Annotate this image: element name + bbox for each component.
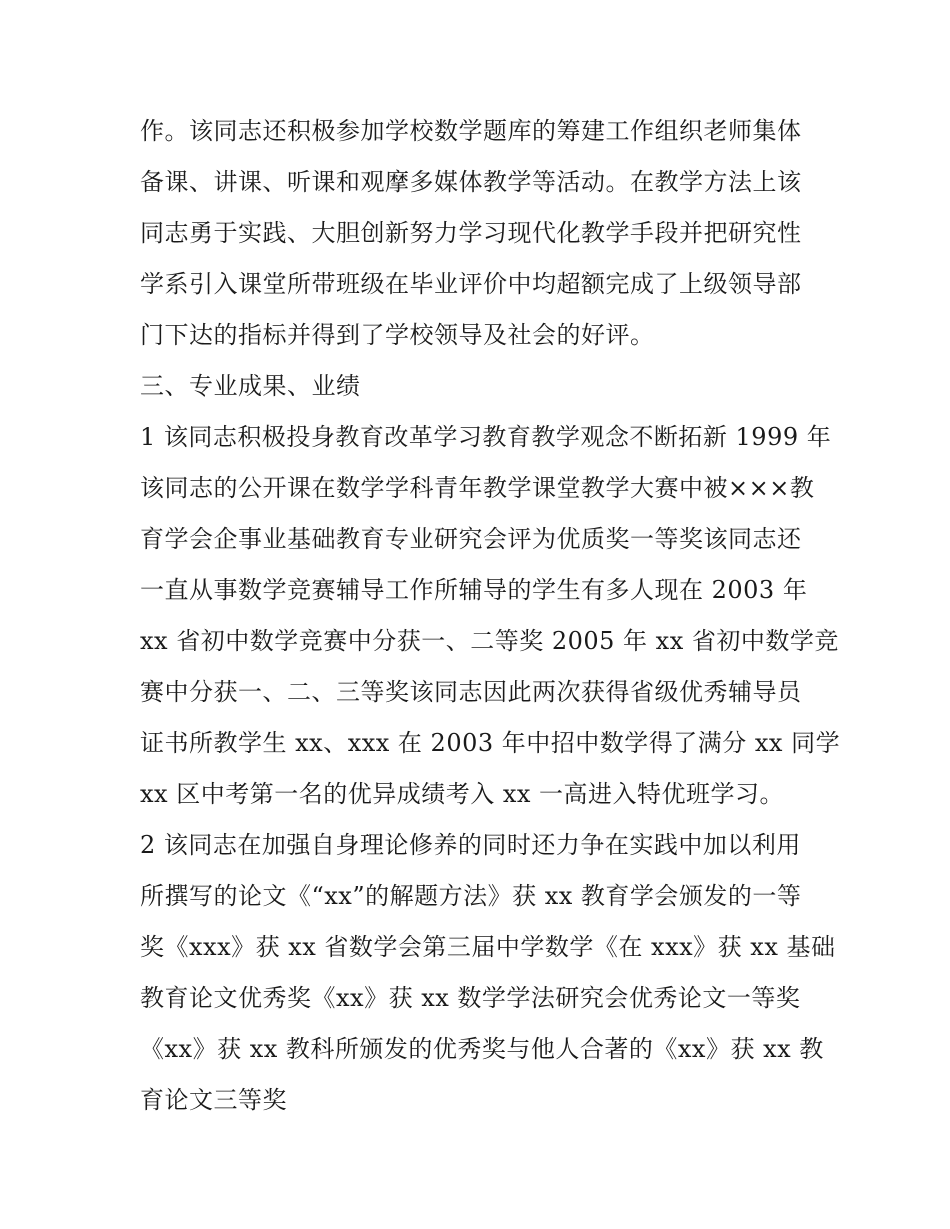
text-line: 《xx》获 xx 教科所颁发的优秀奖与他人合著的《xx》获 xx 教 [140, 1035, 824, 1063]
text-line: 同志勇于实践、大胆创新努力学习现代化教学手段并把研究性 [140, 219, 802, 247]
text-line: 一直从事数学竞赛辅导工作所辅导的学生有多人现在 2003 年 [140, 576, 808, 604]
text-line: 作。该同志还积极参加学校数学题库的筹建工作组织老师集体 [140, 117, 802, 145]
text-line: 1 该同志积极投身教育改革学习教育教学观念不断拓新 1999 年 [140, 423, 832, 451]
text-line: 育论文三等奖 [140, 1086, 287, 1114]
text-line: 2 该同志在加强自身理论修养的同时还力争在实践中加以利用 [140, 831, 801, 859]
text-line: 备课、讲课、听课和观摩多媒体教学等活动。在教学方法上该 [140, 168, 802, 196]
text-line: 奖《xxx》获 xx 省数学会第三届中学数学《在 xxx》获 xx 基础 [140, 933, 836, 961]
text-line: 教育论文优秀奖《xx》获 xx 数学学法研究会优秀论文一等奖 [140, 984, 801, 1012]
text-line: 门下达的指标并得到了学校领导及社会的好评。 [140, 321, 655, 349]
text-line: 赛中分获一、二、三等奖该同志因此两次获得省级优秀辅导员 [140, 678, 802, 706]
document-body [140, 106, 841, 1126]
text-line: 证书所教学生 xx、xxx 在 2003 年中招中数学得了满分 xx 同学 [140, 729, 841, 757]
text-line: 所撰写的论文《“xx”的解题方法》获 xx 教育学会颁发的一等 [140, 882, 802, 910]
text-line: xx 省初中数学竞赛中分获一、二等奖 2005 年 xx 省初中数学竞 [140, 627, 839, 655]
text-line: 育学会企事业基础教育专业研究会评为优质奖一等奖该同志还 [140, 525, 802, 553]
section-heading: 三、专业成果、业绩 [140, 372, 361, 400]
text-line: xx 区中考第一名的优异成绩考入 xx 一高进入特优班学习。 [140, 780, 785, 808]
text-line: 学系引入课堂所带班级在毕业评价中均超额完成了上级领导部 [140, 270, 802, 298]
text-line: 该同志的公开课在数学学科青年教学课堂教学大赛中被×××教 [140, 474, 815, 502]
